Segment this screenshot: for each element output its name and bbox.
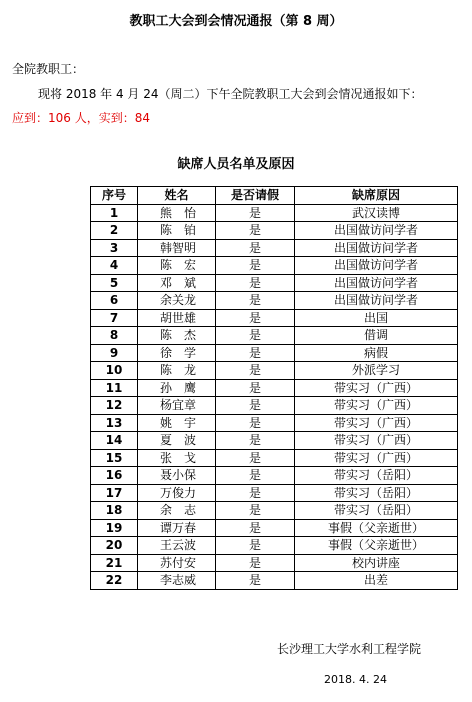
absence-reason: 出差 (295, 572, 458, 590)
row-number: 14 (91, 432, 138, 450)
row-number: 5 (91, 274, 138, 292)
absence-reason: 外派学习 (295, 362, 458, 380)
table-row (91, 239, 458, 257)
absence-reason: 武汉读博 (295, 204, 458, 222)
row-number: 2 (91, 222, 138, 240)
absence-reason: 校内讲座 (295, 554, 458, 572)
absence-reason: 出国做访问学者 (295, 239, 458, 257)
table-row (91, 222, 458, 240)
leave-status: 是 (216, 344, 295, 362)
table-row (91, 327, 458, 345)
table-row (91, 449, 458, 467)
absence-reason: 带实习（广西） (295, 449, 458, 467)
leave-status: 是 (216, 432, 295, 450)
table-row (91, 502, 458, 520)
absence-reason: 带实习（广西） (295, 379, 458, 397)
table-row (91, 274, 458, 292)
table-row (91, 292, 458, 310)
staff-name: 夏 波 (138, 432, 216, 450)
table-row (91, 204, 458, 222)
greeting-text: 全院教职工： (12, 62, 85, 76)
row-number: 19 (91, 519, 138, 537)
table-row (91, 572, 458, 590)
table-row (91, 537, 458, 555)
leave-status: 是 (216, 537, 295, 555)
row-number: 11 (91, 379, 138, 397)
absence-reason: 事假（父亲逝世） (295, 537, 458, 555)
absence-reason: 带实习（广西） (295, 397, 458, 415)
staff-name: 余 志 (138, 502, 216, 520)
notice-date: 2018. 4. 24 (324, 673, 387, 686)
intro-text: 现将 2018 年 4 月 24（周二）下午全院教职工大会到会情况通报如下： (38, 87, 423, 101)
staff-name: 苏付安 (138, 554, 216, 572)
row-number: 20 (91, 537, 138, 555)
staff-name: 徐 学 (138, 344, 216, 362)
absence-reason: 带实习（岳阳） (295, 502, 458, 520)
staff-name: 余关龙 (138, 292, 216, 310)
table-row (91, 309, 458, 327)
absence-reason: 出国做访问学者 (295, 222, 458, 240)
leave-status: 是 (216, 222, 295, 240)
table-row (91, 467, 458, 485)
leave-status: 是 (216, 572, 295, 590)
row-number: 6 (91, 292, 138, 310)
row-number: 18 (91, 502, 138, 520)
row-number: 12 (91, 397, 138, 415)
table-row (91, 344, 458, 362)
header-reason: 缺席原因 (295, 187, 458, 205)
staff-name: 王云波 (138, 537, 216, 555)
row-number: 17 (91, 484, 138, 502)
row-number: 7 (91, 309, 138, 327)
header-name: 姓名 (138, 187, 216, 205)
organization-signature: 长沙理工大学水利工程学院 (277, 642, 422, 656)
absence-reason: 出国做访问学者 (295, 292, 458, 310)
leave-status: 是 (216, 257, 295, 275)
leave-status: 是 (216, 449, 295, 467)
row-number: 1 (91, 204, 138, 222)
absence-reason: 出国 (295, 309, 458, 327)
leave-status: 是 (216, 309, 295, 327)
staff-name: 姚 宇 (138, 414, 216, 432)
staff-name: 韩智明 (138, 239, 216, 257)
absence-reason: 带实习（广西） (295, 432, 458, 450)
row-number: 15 (91, 449, 138, 467)
absence-reason: 出国做访问学者 (295, 257, 458, 275)
absence-reason: 借调 (295, 327, 458, 345)
table-row (91, 554, 458, 572)
absence-table (90, 186, 458, 590)
staff-name: 张 戈 (138, 449, 216, 467)
leave-status: 是 (216, 204, 295, 222)
row-number: 3 (91, 239, 138, 257)
leave-status: 是 (216, 554, 295, 572)
table-row (91, 397, 458, 415)
staff-name: 李志威 (138, 572, 216, 590)
staff-name: 陈 铂 (138, 222, 216, 240)
header-number: 序号 (91, 187, 138, 205)
row-number: 10 (91, 362, 138, 380)
attendance-summary: 应到：106 人，实到：84 (12, 111, 150, 125)
header-on-leave: 是否请假 (216, 187, 295, 205)
leave-status: 是 (216, 397, 295, 415)
staff-name: 邓 斌 (138, 274, 216, 292)
table-row (91, 362, 458, 380)
leave-status: 是 (216, 327, 295, 345)
staff-name: 杨宜章 (138, 397, 216, 415)
absence-reason: 事假（父亲逝世） (295, 519, 458, 537)
staff-name: 陈 龙 (138, 362, 216, 380)
table-row (91, 414, 458, 432)
leave-status: 是 (216, 379, 295, 397)
table-row (91, 379, 458, 397)
staff-name: 胡世雄 (138, 309, 216, 327)
row-number: 13 (91, 414, 138, 432)
absence-reason: 带实习（岳阳） (295, 467, 458, 485)
leave-status: 是 (216, 502, 295, 520)
staff-name: 聂小保 (138, 467, 216, 485)
staff-name: 陈 杰 (138, 327, 216, 345)
row-number: 8 (91, 327, 138, 345)
table-title: 缺席人员名单及原因 (177, 157, 295, 172)
staff-name: 万俊力 (138, 484, 216, 502)
leave-status: 是 (216, 274, 295, 292)
staff-name: 谭万春 (138, 519, 216, 537)
staff-name: 陈 宏 (138, 257, 216, 275)
leave-status: 是 (216, 292, 295, 310)
row-number: 21 (91, 554, 138, 572)
table-header-row (91, 187, 458, 205)
row-number: 16 (91, 467, 138, 485)
absence-reason: 病假 (295, 344, 458, 362)
table-row (91, 257, 458, 275)
staff-name: 熊 怡 (138, 204, 216, 222)
notice-title: 教职工大会到会情况通报（第 8 周） (129, 14, 343, 29)
table-row (91, 484, 458, 502)
row-number: 4 (91, 257, 138, 275)
leave-status: 是 (216, 467, 295, 485)
row-number: 9 (91, 344, 138, 362)
leave-status: 是 (216, 362, 295, 380)
staff-name: 孙 鹰 (138, 379, 216, 397)
table-row (91, 432, 458, 450)
absence-reason: 出国做访问学者 (295, 274, 458, 292)
table-row (91, 519, 458, 537)
row-number: 22 (91, 572, 138, 590)
leave-status: 是 (216, 519, 295, 537)
leave-status: 是 (216, 239, 295, 257)
absence-reason: 带实习（岳阳） (295, 484, 458, 502)
leave-status: 是 (216, 414, 295, 432)
absence-reason: 带实习（广西） (295, 414, 458, 432)
leave-status: 是 (216, 484, 295, 502)
